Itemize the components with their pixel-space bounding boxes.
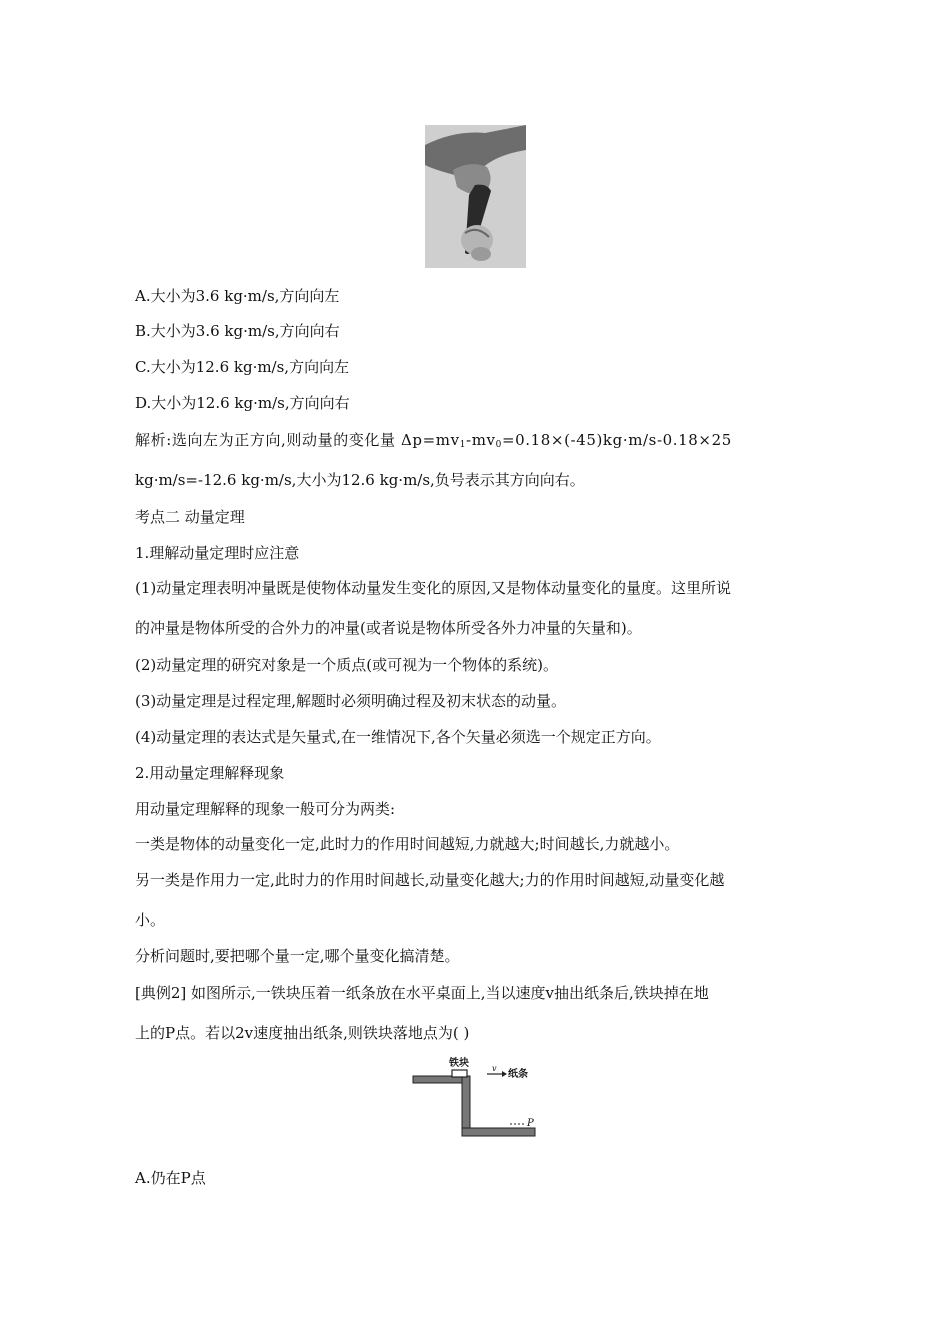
table-diagram [410, 1055, 545, 1140]
explain-type-1: 一类是物体的动量变化一定,此时力的作用时间越短,力就越大;时间越长,力就越小。 [135, 835, 680, 853]
analysis-mid: -mv [466, 431, 496, 449]
table-leg [462, 1076, 470, 1136]
label-iron-block: 铁块 [449, 1058, 469, 1069]
option-c: C.大小为12.6 kg·m/s,方向向左 [135, 358, 350, 376]
point-3: (3)动量定理是过程定理,解题时必须明确过程及初末状态的动量。 [135, 692, 567, 710]
floor [462, 1128, 535, 1136]
analysis-prefix: 解析:选向左为正方向,则动量的变化量 Δp=mv [135, 431, 460, 449]
point-2: (2)动量定理的研究对象是一个质点(或可视为一个物体的系统)。 [135, 656, 558, 674]
subsection-1-title: 1.理解动量定理时应注意 [135, 544, 300, 562]
example-2-line-2: 上的P点。若以2v速度抽出纸条,则铁块落地点为( ) [135, 1024, 470, 1042]
bat-and-ball-photo [425, 125, 526, 268]
subscript-1: 1 [459, 440, 467, 450]
section-heading: 考点二 动量定理 [135, 508, 245, 526]
analysis-line-2: kg·m/s=-12.6 kg·m/s,大小为12.6 kg·m/s,负号表示其方向向右。 [135, 471, 585, 489]
subsection-2-title: 2.用动量定理解释现象 [135, 764, 285, 782]
explain-type-2-line-2: 小。 [135, 911, 166, 929]
label-p: P [527, 1118, 534, 1129]
explain-summary: 分析问题时,要把哪个量一定,哪个量变化搞清楚。 [135, 947, 460, 965]
example-2-line-1: [典例2] 如图所示,一铁块压着一纸条放在水平桌面上,当以速度v抽出纸条后,铁块掉在地 [135, 984, 709, 1002]
option-a: A.大小为3.6 kg·m/s,方向向左 [135, 287, 340, 305]
explain-intro: 用动量定理解释的现象一般可分为两类: [135, 800, 396, 818]
option-d: D.大小为12.6 kg·m/s,方向向右 [135, 394, 350, 412]
point-1-line-1: (1)动量定理表明冲量既是使物体动量发生变化的原因,又是物体动量变化的量度。这里所说 [135, 579, 732, 597]
point-4: (4)动量定理的表达式是矢量式,在一维情况下,各个矢量必须选一个规定正方向。 [135, 728, 661, 746]
point-1-line-2: 的冲量是物体所受的合外力的冲量(或者说是物体所受各外力冲量的矢量和)。 [135, 619, 642, 637]
analysis-line-1 [135, 430, 732, 450]
label-paper-strip: 纸条 [508, 1069, 528, 1080]
subscript-0: 0 [495, 440, 502, 450]
iron-block [452, 1070, 467, 1077]
example-2-option-a: A.仍在P点 [135, 1169, 206, 1187]
option-b: B.大小为3.6 kg·m/s,方向向右 [135, 322, 340, 340]
analysis-suffix: =0.18×(-45)kg·m/s-0.18×25 [501, 431, 732, 449]
explain-type-2-line-1: 另一类是作用力一定,此时力的作用时间越长,动量变化越大;力的作用时间越短,动量变化越 [135, 871, 725, 889]
label-v: v [492, 1064, 497, 1073]
